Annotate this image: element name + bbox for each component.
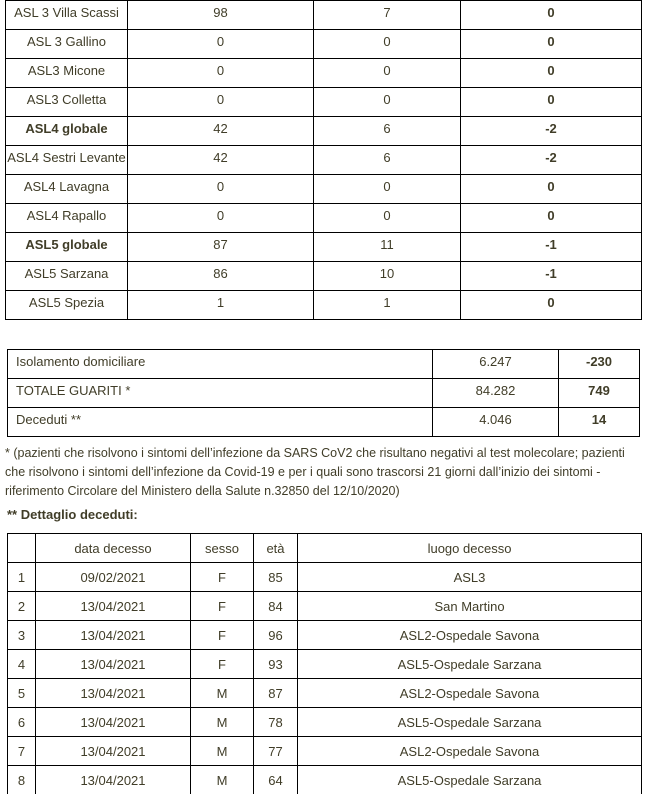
deaths-header-cell: luogo decesso [298, 534, 642, 563]
summary-row [8, 379, 640, 408]
summary-row [8, 350, 640, 379]
deaths-index-cell: 4 [8, 650, 36, 679]
asl-name-cell: ASL5 Spezia [6, 291, 128, 320]
summary-label-cell: TOTALE GUARITI * [8, 379, 433, 408]
deaths-date-cell: 13/04/2021 [36, 650, 191, 679]
asl-name-cell: ASL3 Micone [6, 59, 128, 88]
asl-value-cell: 0 [461, 204, 642, 233]
asl-name-cell: ASL3 Colletta [6, 88, 128, 117]
deaths-age-cell: 84 [254, 592, 298, 621]
asl-name-cell: ASL5 Sarzana [6, 262, 128, 291]
footnote-line: che risolvono i sintomi dell’infezione da Covid-19 e per i quali sono trascorsi 21 giorni dall’inizio dei sintomi - [5, 465, 601, 479]
deaths-row [8, 563, 642, 592]
deaths-row [8, 592, 642, 621]
asl-value-cell: 42 [128, 146, 314, 175]
summary-label-cell: Isolamento domiciliare [8, 350, 433, 379]
summary-total-cell: 84.282 [433, 379, 559, 408]
deaths-place-cell: ASL5-Ospedale Sarzana [298, 766, 642, 794]
footnote-line: * (pazienti che risolvono i sintomi dell’infezione da SARS CoV2 che risultano negativi al test molecolare; pazienti [5, 446, 625, 460]
deaths-place-cell: ASL2-Ospedale Savona [298, 621, 642, 650]
deaths-sex-cell: F [191, 592, 254, 621]
summary-table [7, 349, 640, 437]
asl-value-cell: 0 [128, 204, 314, 233]
deaths-sex-cell: M [191, 679, 254, 708]
recovered-definition-footnote [5, 444, 650, 501]
deaths-detail-table [7, 533, 642, 794]
summary-row [8, 408, 640, 437]
asl-value-cell: 42 [128, 117, 314, 146]
asl-name-cell: ASL 3 Villa Scassi [6, 1, 128, 30]
deaths-date-cell: 13/04/2021 [36, 766, 191, 794]
deaths-row [8, 621, 642, 650]
asl-value-cell: 0 [461, 291, 642, 320]
asl-value-cell: 1 [128, 291, 314, 320]
footnote-line: riferimento Circolare del Ministero della Salute n.32850 del 12/10/2020) [5, 484, 400, 498]
deaths-date-cell: 13/04/2021 [36, 708, 191, 737]
asl-name-cell: ASL4 globale [6, 117, 128, 146]
deaths-row [8, 708, 642, 737]
deaths-index-cell: 2 [8, 592, 36, 621]
deaths-age-cell: 96 [254, 621, 298, 650]
summary-label-cell: Deceduti ** [8, 408, 433, 437]
asl-table-row [6, 175, 642, 204]
deaths-index-cell: 1 [8, 563, 36, 592]
asl-value-cell: 6 [314, 146, 461, 175]
asl-value-cell: 0 [314, 204, 461, 233]
deaths-sex-cell: M [191, 708, 254, 737]
deaths-sex-cell: F [191, 563, 254, 592]
asl-name-cell: ASL4 Lavagna [6, 175, 128, 204]
asl-value-cell: 1 [314, 291, 461, 320]
asl-value-cell: 6 [314, 117, 461, 146]
summary-total-cell: 6.247 [433, 350, 559, 379]
asl-table-row [6, 59, 642, 88]
deaths-sex-cell: M [191, 737, 254, 766]
deaths-sex-cell: M [191, 766, 254, 794]
asl-value-cell: 0 [461, 30, 642, 59]
deaths-header-cell: data decesso [36, 534, 191, 563]
deaths-index-cell: 3 [8, 621, 36, 650]
asl-table-row [6, 262, 642, 291]
asl-table-row [6, 88, 642, 117]
asl-value-cell: 0 [128, 88, 314, 117]
asl-value-cell: 0 [128, 30, 314, 59]
deaths-age-cell: 64 [254, 766, 298, 794]
deaths-header-cell [8, 534, 36, 563]
deaths-date-cell: 09/02/2021 [36, 563, 191, 592]
asl-value-cell: 0 [314, 88, 461, 117]
deaths-row [8, 650, 642, 679]
deaths-index-cell: 7 [8, 737, 36, 766]
deaths-sex-cell: F [191, 650, 254, 679]
asl-name-cell: ASL4 Sestri Levante [6, 146, 128, 175]
deaths-header-cell: sesso [191, 534, 254, 563]
asl-breakdown-table [5, 0, 642, 320]
summary-delta-cell: 14 [559, 408, 640, 437]
deaths-header-cell: età [254, 534, 298, 563]
asl-value-cell: 0 [314, 175, 461, 204]
asl-table-row [6, 291, 642, 320]
asl-name-cell: ASL5 globale [6, 233, 128, 262]
deaths-place-cell: ASL5-Ospedale Sarzana [298, 650, 642, 679]
deaths-age-cell: 87 [254, 679, 298, 708]
asl-value-cell: 0 [461, 88, 642, 117]
asl-table-row [6, 1, 642, 30]
deaths-place-cell: ASL5-Ospedale Sarzana [298, 708, 642, 737]
deaths-age-cell: 93 [254, 650, 298, 679]
deaths-row [8, 766, 642, 794]
deaths-sex-cell: F [191, 621, 254, 650]
asl-value-cell: 0 [314, 59, 461, 88]
deaths-age-cell: 77 [254, 737, 298, 766]
asl-name-cell: ASL4 Rapallo [6, 204, 128, 233]
summary-delta-cell: 749 [559, 379, 640, 408]
deaths-date-cell: 13/04/2021 [36, 737, 191, 766]
deaths-date-cell: 13/04/2021 [36, 679, 191, 708]
asl-table-row [6, 146, 642, 175]
deaths-index-cell: 5 [8, 679, 36, 708]
deaths-place-cell: ASL2-Ospedale Savona [298, 679, 642, 708]
asl-value-cell: 86 [128, 262, 314, 291]
asl-value-cell: 87 [128, 233, 314, 262]
asl-value-cell: -2 [461, 117, 642, 146]
deaths-place-cell: San Martino [298, 592, 642, 621]
asl-value-cell: 0 [461, 1, 642, 30]
asl-value-cell: 0 [128, 59, 314, 88]
deaths-date-cell: 13/04/2021 [36, 592, 191, 621]
asl-table-row [6, 233, 642, 262]
deaths-place-cell: ASL2-Ospedale Savona [298, 737, 642, 766]
deaths-age-cell: 85 [254, 563, 298, 592]
asl-value-cell: 0 [461, 175, 642, 204]
asl-table-row [6, 117, 642, 146]
deaths-place-cell: ASL3 [298, 563, 642, 592]
asl-name-cell: ASL 3 Gallino [6, 30, 128, 59]
asl-value-cell: 98 [128, 1, 314, 30]
summary-total-cell: 4.046 [433, 408, 559, 437]
summary-delta-cell: -230 [559, 350, 640, 379]
asl-value-cell: 7 [314, 1, 461, 30]
asl-value-cell: 0 [128, 175, 314, 204]
asl-value-cell: -2 [461, 146, 642, 175]
asl-value-cell: -1 [461, 233, 642, 262]
asl-value-cell: 11 [314, 233, 461, 262]
deaths-row [8, 737, 642, 766]
deaths-header-row [8, 534, 642, 563]
asl-value-cell: 0 [461, 59, 642, 88]
deaths-row [8, 679, 642, 708]
asl-table-row [6, 30, 642, 59]
deaths-detail-heading: ** Dettaglio deceduti: [7, 507, 138, 522]
deaths-date-cell: 13/04/2021 [36, 621, 191, 650]
deaths-index-cell: 6 [8, 708, 36, 737]
asl-value-cell: 0 [314, 30, 461, 59]
asl-table-row [6, 204, 642, 233]
deaths-age-cell: 78 [254, 708, 298, 737]
asl-value-cell: 10 [314, 262, 461, 291]
deaths-index-cell: 8 [8, 766, 36, 794]
asl-value-cell: -1 [461, 262, 642, 291]
